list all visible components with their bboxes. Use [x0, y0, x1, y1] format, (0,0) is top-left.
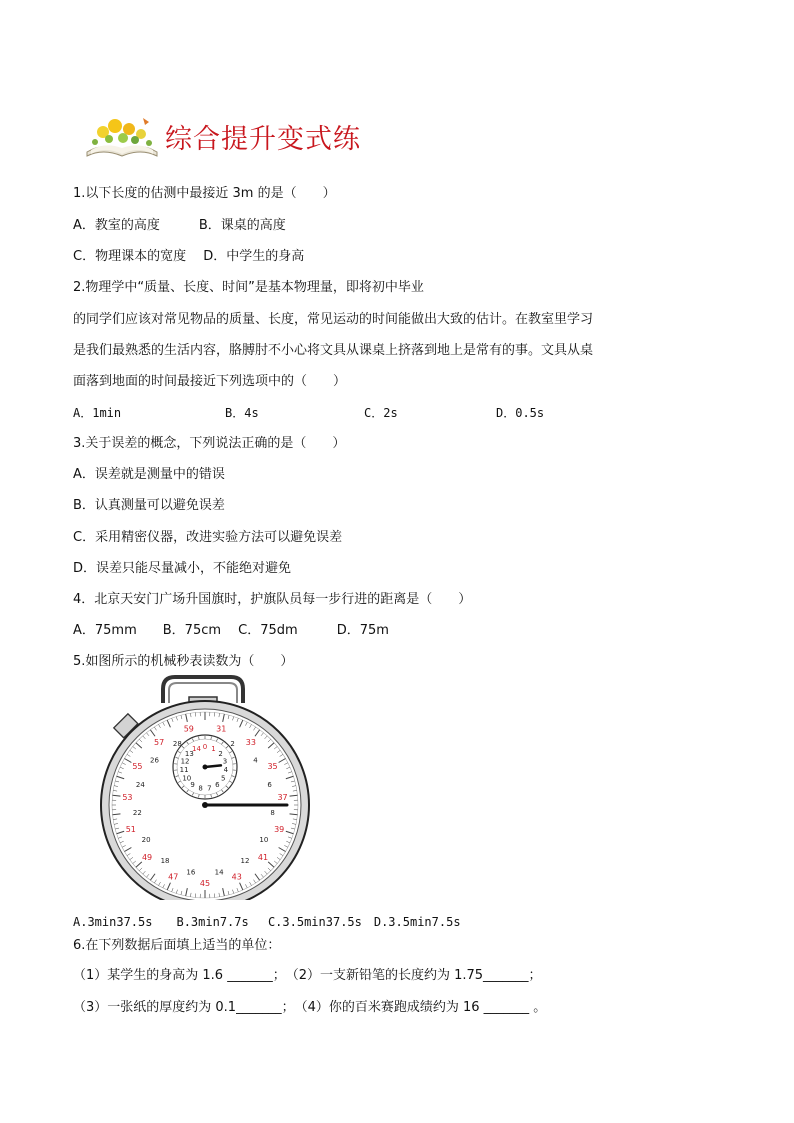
inner-scale-label: 14: [214, 868, 224, 877]
q2-line-2: 的同学们应该对常见物品的质量、长度，常见运动的时间能做出大致的估计。在教室里学习: [73, 312, 594, 327]
q2-option-b: B．4s: [225, 406, 259, 420]
subdial-label: 11: [179, 766, 189, 775]
inner-scale-label: 2: [230, 739, 235, 748]
outer-scale-label: 43: [231, 872, 242, 882]
q1-options-ab: A．教室的高度 B．课桌的高度: [73, 218, 286, 233]
inner-scale-label: 4: [253, 756, 258, 765]
outer-scale-label: 59: [183, 724, 194, 734]
q1-stem: 1.以下长度的估测中最接近 3m 的是（ ）: [73, 186, 336, 201]
second-hand-pivot: [202, 802, 208, 808]
subdial-label: 2: [218, 749, 223, 758]
inner-scale-label: 28: [172, 739, 182, 748]
outer-scale-label: 55: [132, 762, 143, 771]
inner-scale-label: 22: [132, 809, 142, 818]
q5-options: A.3min37.5s B.3min7.7s C.3.5min37.5s D.3.5min7.5s: [73, 915, 461, 929]
section-header: [83, 112, 383, 160]
outer-scale-label: 57: [154, 737, 165, 747]
subdial-label: 14: [191, 744, 201, 753]
q3-option-a: A．误差就是测量中的错误: [73, 467, 225, 482]
section-title: 综合提升变式练: [165, 124, 361, 155]
outer-scale-label: 41: [257, 853, 269, 863]
subdial-label: 7: [207, 784, 212, 793]
q2-option-d: D．0.5s: [496, 406, 545, 420]
subdial-label: 9: [190, 780, 195, 789]
inner-scale-label: 16: [186, 868, 196, 877]
q2-line-3: 是我们最熟悉的生活内容，胳膊肘不小心将文具从课桌上挤落到地上是常有的事。文具从桌: [73, 343, 594, 358]
subdial-label: 3: [222, 757, 228, 766]
q3-option-b: B．认真测量可以避免误差: [73, 498, 225, 513]
q6-stem: 6.在下列数据后面填上适当的单位：: [73, 938, 281, 953]
subdial-label: 13: [184, 749, 194, 758]
inner-scale-label: 20: [141, 836, 151, 844]
outer-scale-label: 33: [245, 737, 256, 747]
outer-scale-label: 53: [122, 792, 133, 802]
outer-scale-label: 47: [168, 872, 179, 882]
q5-stem: 5.如图所示的机械秒表读数为（ ）: [73, 654, 294, 669]
q3-stem: 3.关于误差的概念，下列说法正确的是（ ）: [73, 436, 346, 451]
q2-line-4: 面落到地面的时间最接近下列选项中的（ ）: [73, 374, 347, 389]
inner-scale-label: 10: [259, 836, 269, 844]
subdial-label: 8: [198, 784, 203, 793]
q6-row-1: （1）某学生的身高为 1.6 _______； （2）一支新铅笔的长度约为 1.75_______；: [73, 968, 542, 983]
outer-scale-label: 45: [199, 879, 211, 888]
q3-option-c: C．采用精密仪器，改进实验方法可以避免误差: [73, 530, 343, 545]
inner-scale-label: 18: [160, 857, 170, 866]
book-flowers-icon: [83, 112, 161, 158]
outer-scale-label: 35: [267, 762, 278, 771]
inner-scale-label: 6: [267, 780, 272, 789]
q2-option-c: C．2s: [364, 406, 398, 420]
q4-options: A．75mm B．75cm C．75dm D．75m: [73, 623, 389, 638]
q2-line-1: 2.物理学中“质量、长度、时间”是基本物理量，即将初中毕业: [73, 280, 424, 295]
minute-hand-pivot: [203, 765, 208, 770]
subdial-label: 0: [202, 743, 208, 751]
q1-options-cd: C．物理课本的宽度 D．中学生的身高: [73, 249, 305, 264]
inner-scale-label: 26: [150, 756, 159, 765]
outer-scale-label: 51: [125, 825, 136, 835]
subdial-label: 5: [220, 774, 226, 783]
subdial-label: 10: [182, 774, 192, 783]
inner-scale-label: 12: [240, 857, 250, 866]
subdial-label: 12: [180, 757, 190, 766]
inner-scale-label: 24: [135, 780, 145, 789]
inner-scale-label: 8: [270, 809, 275, 818]
q2-option-a: A．1min: [73, 406, 122, 420]
subdial-label: 4: [223, 766, 229, 775]
q3-option-d: D．误差只能尽量减小，不能绝对避免: [73, 561, 292, 576]
mechanical-stopwatch: [95, 675, 315, 900]
outer-scale-label: 37: [277, 792, 288, 802]
q6-row-2: （3）一张纸的厚度约为 0.1_______； （4）你的百米赛跑成绩约为 16 _______ 。: [73, 1000, 547, 1015]
subdial-label: 1: [211, 744, 216, 753]
outer-scale-label: 31: [216, 724, 227, 734]
outer-scale-label: 39: [274, 825, 285, 835]
subdial-label: 6: [215, 780, 220, 789]
q4-stem: 4．北京天安门广场升国旗时，护旗队员每一步行进的距离是（ ）: [73, 592, 472, 607]
outer-scale-label: 49: [141, 853, 153, 863]
